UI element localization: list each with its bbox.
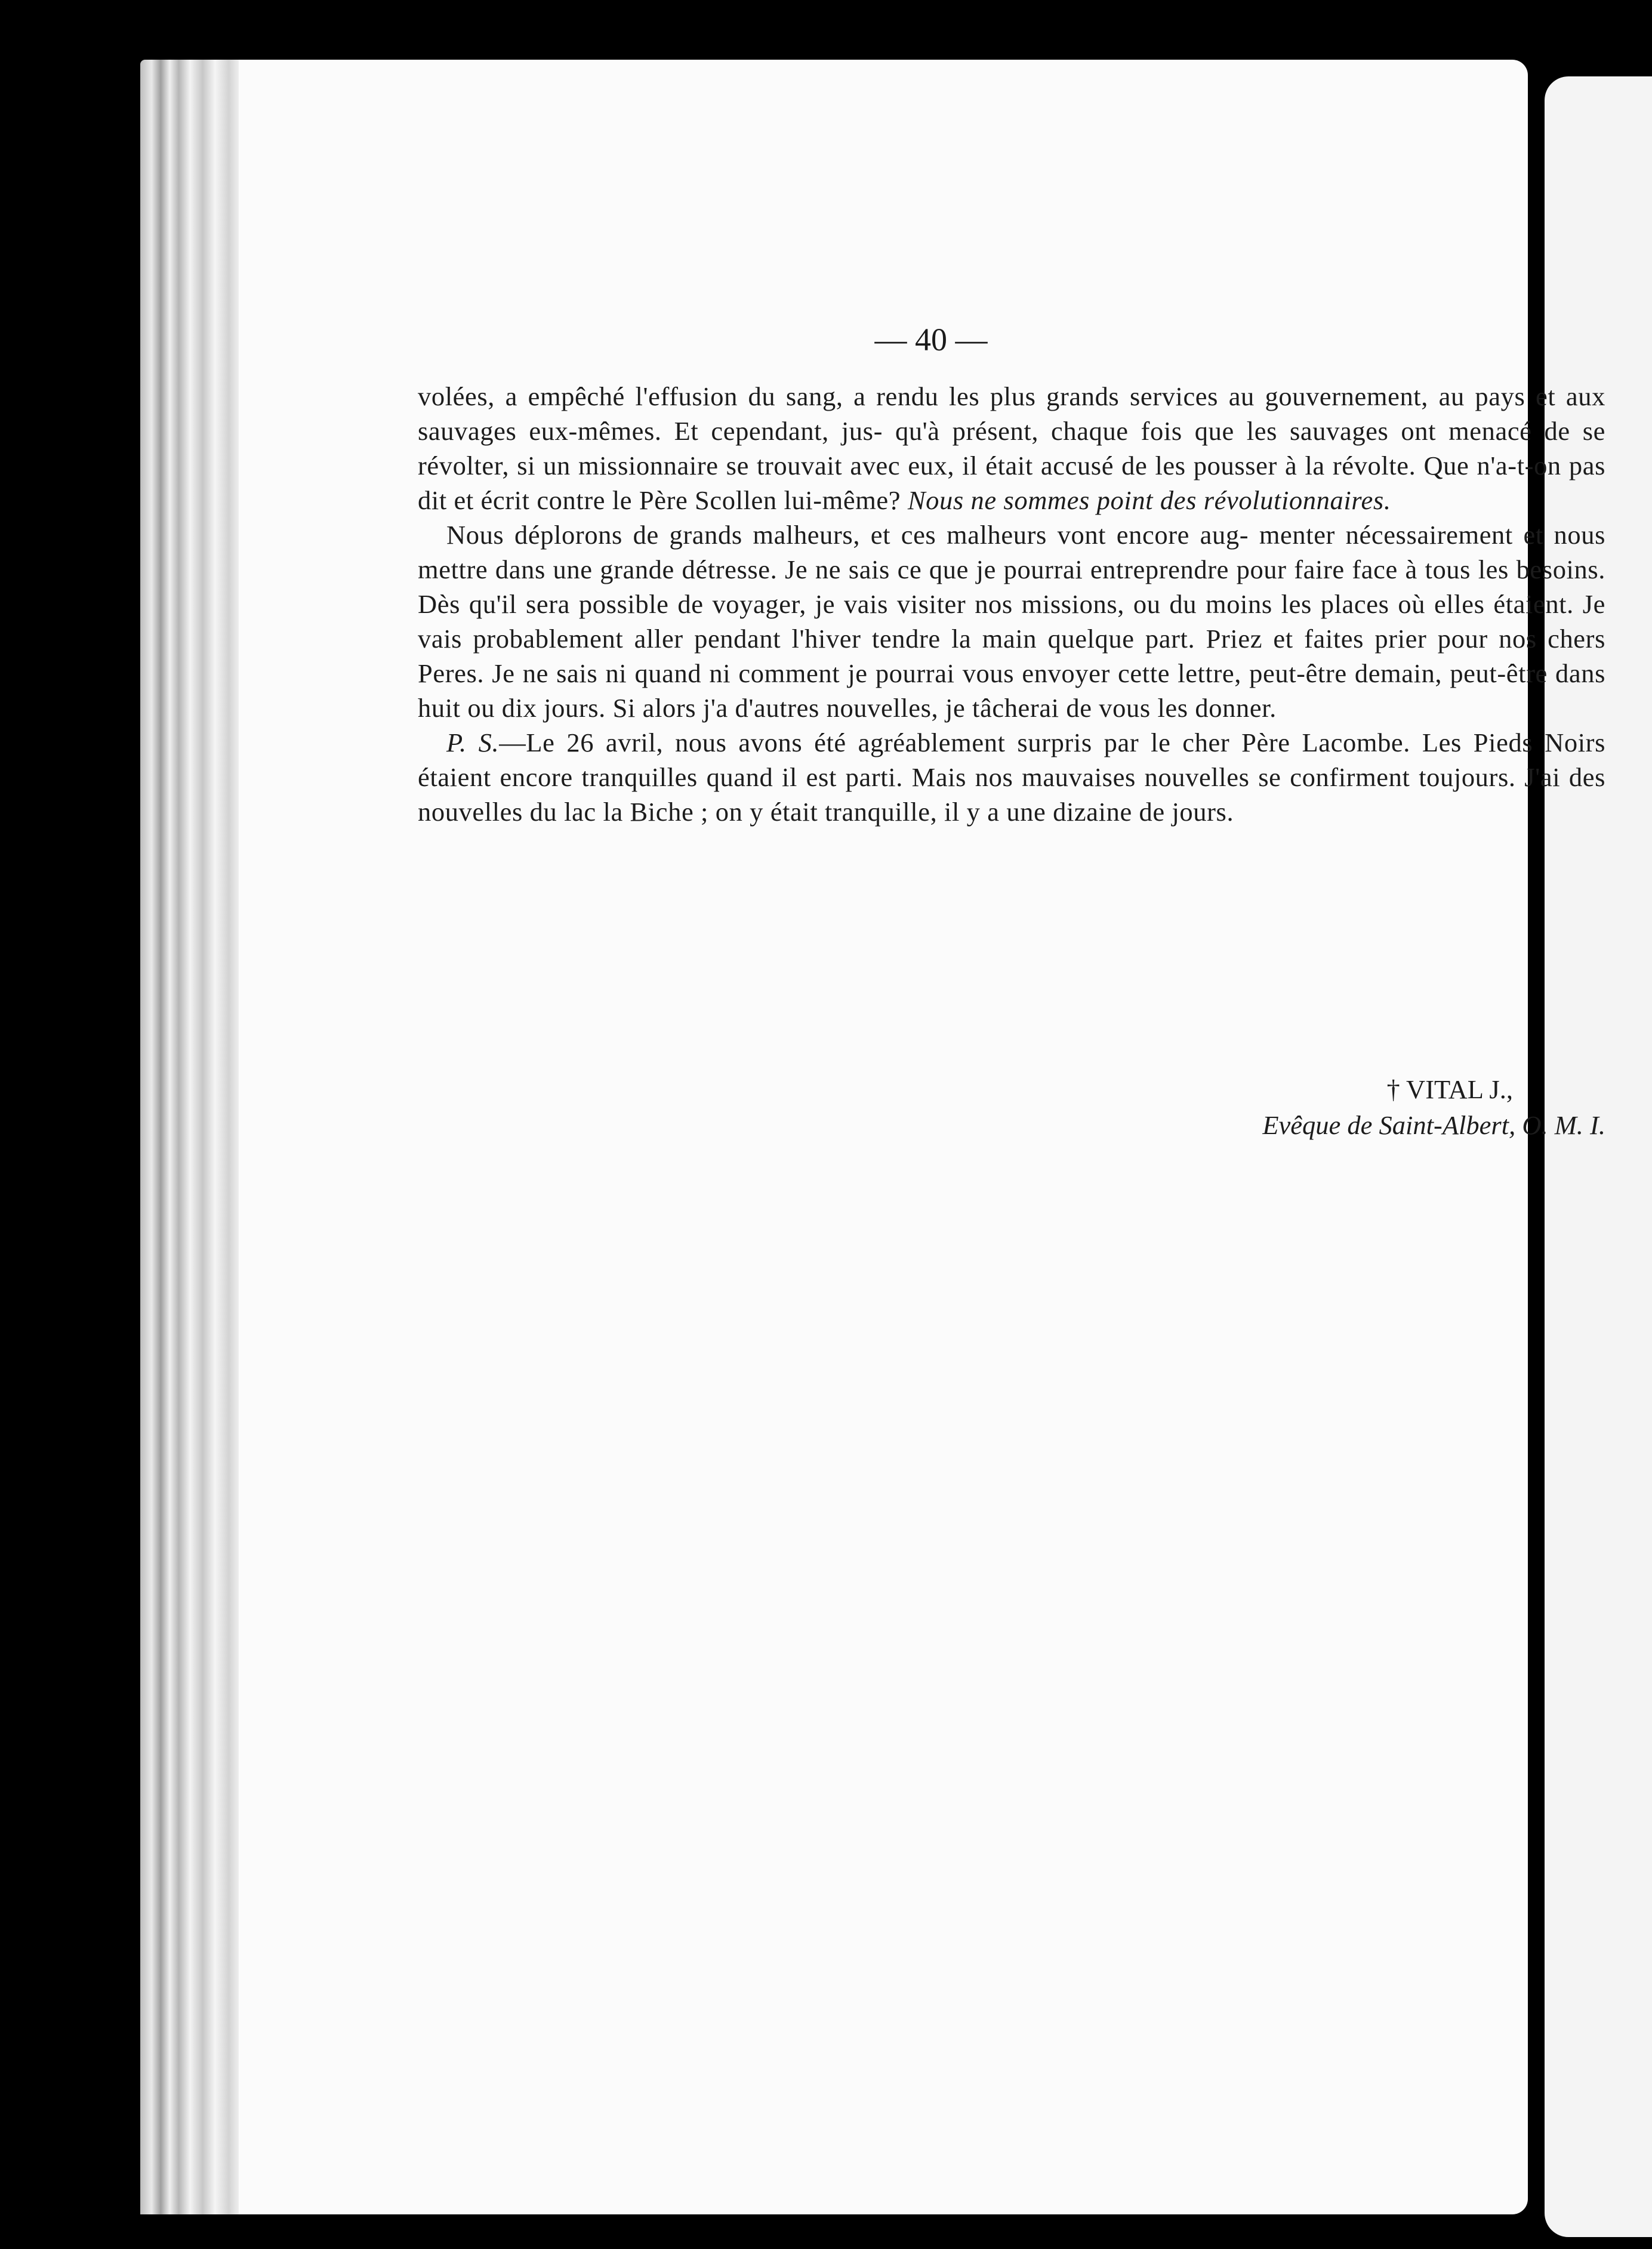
text-line: Nous déplorons de grands malheurs, et ces malheurs vont encore aug- bbox=[446, 520, 1249, 550]
text-line: qu'à présent, chaque fois que les sauvages ont menacé de se révolter, si bbox=[418, 416, 1605, 480]
signature-block bbox=[418, 1071, 1605, 1143]
text-line: Dès qu'il sera possible de voyager, je vais visiter nos missions, ou du bbox=[418, 589, 1197, 619]
stacked-page-edges bbox=[140, 60, 254, 2214]
text-line: nouvelles du lac la Biche ; on y était tranquille, il y a une dizaine de bbox=[418, 797, 1165, 827]
text-line: parti. Mais nos mauvaises nouvelles se confirment toujours. J'ai des bbox=[845, 762, 1605, 792]
text-line: l'hiver tendre la main quelque part. Priez et faites prier pour nos chers bbox=[791, 624, 1605, 654]
text-line: Père Lacombe. Les Pieds Noirs étaient encore tranquilles quand il est bbox=[418, 728, 1605, 792]
paragraph-postscript bbox=[418, 725, 1605, 829]
italic-line: Nous ne sommes point des révolutionnaires. bbox=[907, 485, 1391, 515]
signature-title: Evêque de Saint-Albert, O. M. I. bbox=[1262, 1110, 1605, 1140]
text-line: —Le 26 avril, nous avons été agréablement surpris par le cher bbox=[499, 728, 1230, 757]
paragraph-2 bbox=[418, 517, 1605, 725]
text-line: volées, a empêché l'effusion du sang, a rendu les plus grands services au bbox=[418, 381, 1255, 411]
text-line: menter nécessairement et nous mettre dans une grande détresse. Je ne bbox=[418, 520, 1605, 584]
page-number: — 40 — bbox=[874, 322, 988, 358]
text-line: un missionnaire se trouvait avec eux, il était accusé de les pousser à la bbox=[543, 451, 1325, 480]
text-line: lettre, peut-être demain, peut-être dans huit ou dix jours. Si alors j'a bbox=[418, 658, 1605, 723]
text-line: d'autres nouvelles, je tâcherai de vous les donner. bbox=[735, 693, 1277, 723]
text-line: sais ce que je pourrai entreprendre pour faire face à tous les besoins. bbox=[848, 554, 1605, 584]
text-line: révolte. Que n'a-t-on pas dit et écrit contre le Père Scollen lui-même? bbox=[418, 451, 1605, 515]
text-line: moins les places où elles étaient. Je vais probablement aller pendant bbox=[418, 589, 1605, 654]
body-text bbox=[418, 379, 1605, 829]
text-line: jours. bbox=[1172, 797, 1234, 827]
ps-prefix: P. S. bbox=[446, 728, 500, 757]
text-line: Peres. Je ne sais ni quand ni comment je pourrai vous envoyer cette bbox=[418, 658, 1170, 688]
book-page bbox=[239, 60, 1605, 2214]
signature-name: † VITAL J., bbox=[1386, 1074, 1513, 1104]
text-line: gouvernement, au pays et aux sauvages eux-mêmes. Et cependant, jus- bbox=[418, 381, 1605, 446]
paragraph-1 bbox=[418, 379, 1605, 517]
